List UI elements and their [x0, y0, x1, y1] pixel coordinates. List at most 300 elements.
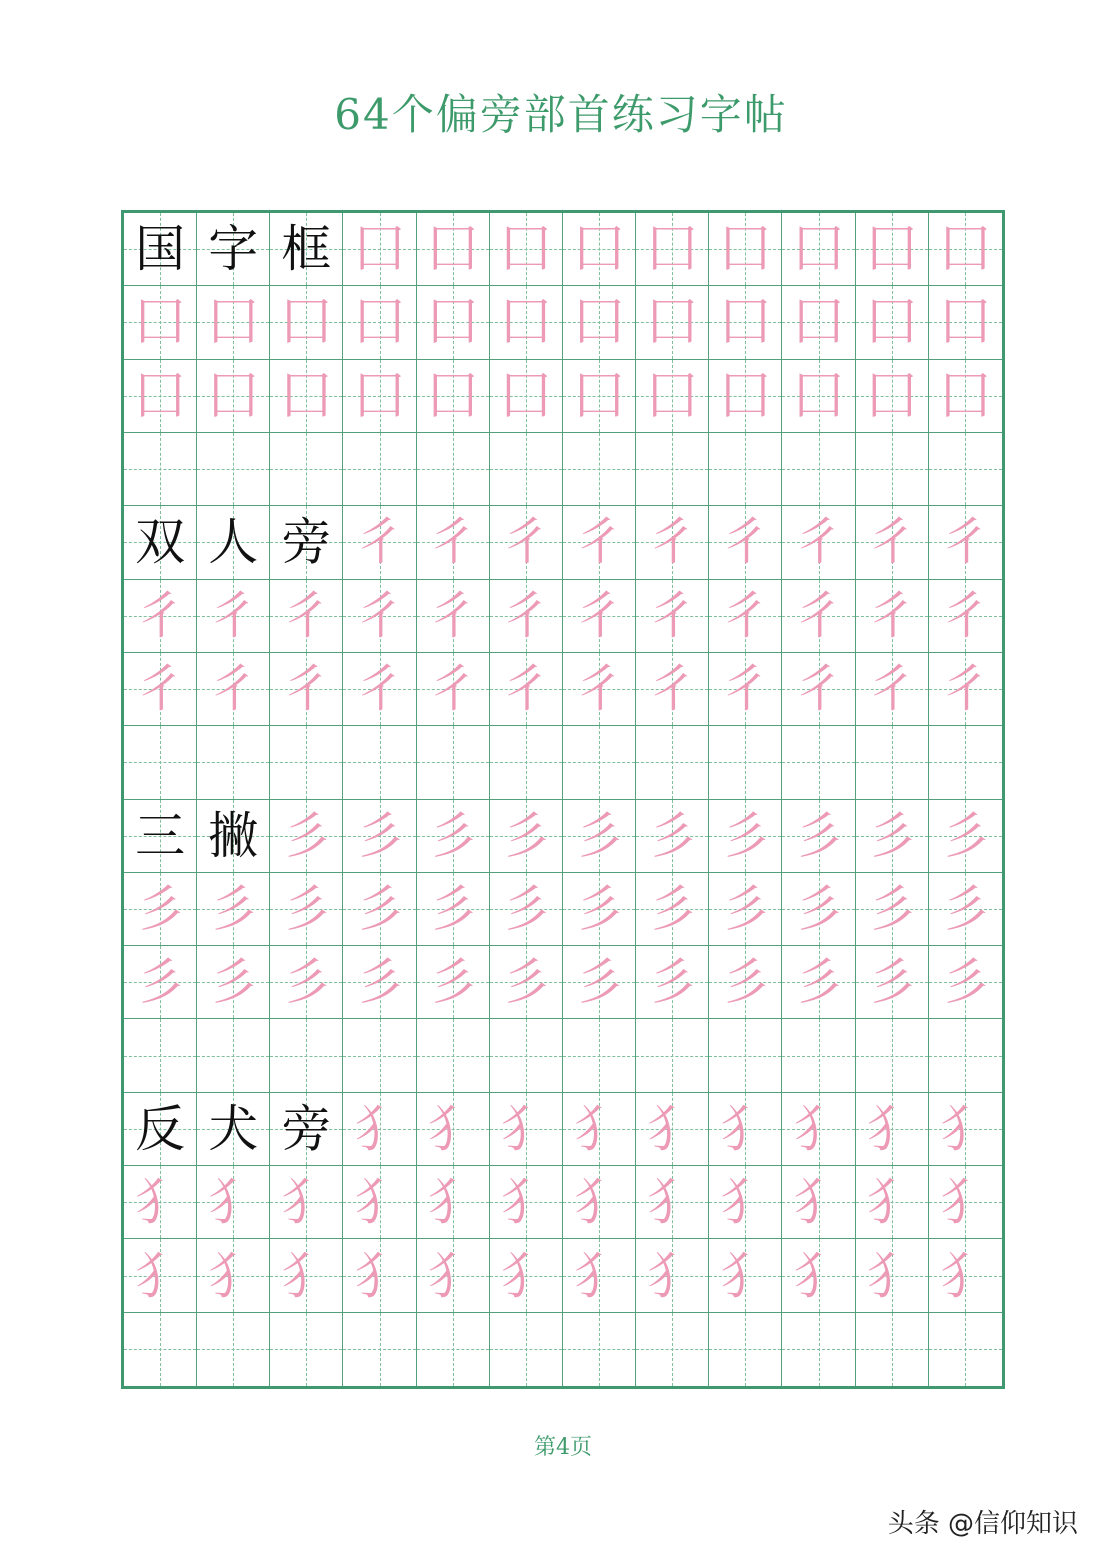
grid-cell: [709, 1239, 782, 1312]
grid-cell: [782, 1313, 855, 1386]
grid-cell: [856, 433, 929, 506]
grid-cell: [197, 506, 270, 579]
grid-cell: [929, 286, 1002, 359]
trace-character: 彳: [354, 513, 405, 572]
grid-cell: [636, 946, 709, 1019]
grid-cell: [417, 1239, 490, 1312]
grid-cell: [417, 506, 490, 579]
trace-character: 彡: [720, 806, 771, 865]
grid-cell: [270, 506, 343, 579]
grid-cell: [709, 800, 782, 873]
grid-cell: [417, 1093, 490, 1166]
grid-cell: [270, 946, 343, 1019]
trace-character: 彳: [281, 586, 332, 645]
grid-cell: [636, 873, 709, 946]
grid-cell: [563, 1166, 636, 1239]
trace-character: 囗: [208, 293, 259, 352]
grid-cell: [270, 433, 343, 506]
grid-cell: [197, 213, 270, 286]
grid-cell: [490, 726, 563, 799]
grid-cell: [709, 580, 782, 653]
trace-character: 犭: [354, 1246, 405, 1305]
trace-character: 犭: [500, 1173, 551, 1232]
trace-character: 彡: [793, 879, 844, 938]
trace-character: 彡: [720, 953, 771, 1012]
grid-cell: [490, 580, 563, 653]
trace-character: 犭: [793, 1246, 844, 1305]
trace-character: 彡: [354, 879, 405, 938]
model-character: 反: [135, 1099, 186, 1158]
model-character: 撇: [208, 806, 259, 865]
grid-cell: [636, 506, 709, 579]
grid-cell: [856, 800, 929, 873]
model-character: 人: [208, 513, 259, 572]
grid-cell: [124, 433, 197, 506]
grid-cell: [124, 580, 197, 653]
trace-character: 囗: [574, 220, 625, 279]
grid-cell: [709, 433, 782, 506]
grid-cell: [124, 1166, 197, 1239]
grid-cell: [124, 286, 197, 359]
grid-cell: [563, 726, 636, 799]
grid-cell: [490, 1313, 563, 1386]
grid-cell: [343, 1239, 416, 1312]
trace-character: 彡: [500, 953, 551, 1012]
trace-character: 彡: [574, 879, 625, 938]
grid-cell: [856, 653, 929, 726]
grid-cell: [417, 946, 490, 1019]
grid-cell: [929, 1093, 1002, 1166]
grid-cell: [417, 1019, 490, 1092]
grid-cell: [343, 946, 416, 1019]
trace-character: 囗: [793, 293, 844, 352]
trace-character: 犭: [135, 1173, 186, 1232]
grid-cell: [417, 800, 490, 873]
trace-character: 彡: [866, 806, 917, 865]
grid-cell: [563, 506, 636, 579]
grid-cell: [197, 946, 270, 1019]
grid-cell: [782, 653, 855, 726]
trace-character: 彡: [940, 806, 991, 865]
trace-character: 囗: [647, 220, 698, 279]
grid-cell: [856, 1166, 929, 1239]
grid-cell: [856, 1313, 929, 1386]
grid-cell: [343, 433, 416, 506]
grid-cell: [563, 580, 636, 653]
trace-character: 犭: [500, 1099, 551, 1158]
grid-cell: [124, 506, 197, 579]
grid-cell: [636, 800, 709, 873]
grid-cell: [417, 726, 490, 799]
trace-character: 彡: [647, 953, 698, 1012]
trace-character: 彳: [866, 586, 917, 645]
grid-cell: [709, 506, 782, 579]
grid-cell: [856, 1239, 929, 1312]
trace-character: 彳: [720, 586, 771, 645]
grid-cell: [124, 213, 197, 286]
grid-cell: [124, 946, 197, 1019]
trace-character: 囗: [647, 293, 698, 352]
trace-character: 犭: [720, 1246, 771, 1305]
grid-cell: [929, 1239, 1002, 1312]
grid-cell: [343, 213, 416, 286]
grid-cell: [343, 580, 416, 653]
grid-cell: [709, 213, 782, 286]
trace-character: 彡: [281, 879, 332, 938]
trace-character: 彳: [135, 586, 186, 645]
grid-cell: [197, 653, 270, 726]
grid-cell: [270, 213, 343, 286]
grid-cell: [709, 726, 782, 799]
grid-cell: [709, 1093, 782, 1166]
trace-character: 彳: [208, 660, 259, 719]
grid-cell: [782, 360, 855, 433]
trace-character: 犭: [574, 1246, 625, 1305]
grid-cell: [709, 1166, 782, 1239]
grid-cell: [709, 1019, 782, 1092]
grid-cell: [563, 1239, 636, 1312]
trace-character: 犭: [720, 1099, 771, 1158]
grid-cell: [197, 800, 270, 873]
grid-cell: [490, 433, 563, 506]
grid-cell: [124, 873, 197, 946]
trace-character: 囗: [208, 366, 259, 425]
trace-character: 彡: [427, 879, 478, 938]
trace-character: 彳: [866, 660, 917, 719]
trace-character: 囗: [574, 366, 625, 425]
trace-character: 彳: [647, 513, 698, 572]
grid-cell: [782, 1239, 855, 1312]
grid-cell: [856, 213, 929, 286]
grid-cell: [782, 433, 855, 506]
grid-cell: [270, 580, 343, 653]
trace-character: 彳: [574, 586, 625, 645]
grid-cell: [856, 580, 929, 653]
trace-character: 囗: [500, 366, 551, 425]
grid-cell: [782, 1093, 855, 1166]
trace-character: 彳: [574, 513, 625, 572]
trace-character: 犭: [500, 1246, 551, 1305]
trace-character: 囗: [940, 220, 991, 279]
trace-character: 犭: [793, 1099, 844, 1158]
grid-cell: [490, 286, 563, 359]
trace-character: 犭: [427, 1246, 478, 1305]
grid-cell: [709, 653, 782, 726]
trace-character: 彡: [793, 806, 844, 865]
grid-cell: [197, 1313, 270, 1386]
grid-cell: [929, 800, 1002, 873]
model-character: 三: [135, 806, 186, 865]
grid-cell: [709, 286, 782, 359]
grid-cell: [782, 873, 855, 946]
trace-character: 彳: [940, 586, 991, 645]
trace-character: 犭: [208, 1246, 259, 1305]
trace-character: 囗: [135, 366, 186, 425]
trace-character: 犭: [354, 1173, 405, 1232]
trace-character: 犭: [574, 1099, 625, 1158]
trace-character: 囗: [500, 220, 551, 279]
trace-character: 犭: [135, 1246, 186, 1305]
grid-cell: [124, 1019, 197, 1092]
grid-cell: [709, 946, 782, 1019]
trace-character: 囗: [866, 293, 917, 352]
grid-cell: [197, 580, 270, 653]
grid-cell: [782, 946, 855, 1019]
grid-cell: [782, 726, 855, 799]
trace-character: 犭: [647, 1099, 698, 1158]
grid-cell: [490, 873, 563, 946]
grid-cell: [197, 1166, 270, 1239]
grid-cell: [197, 433, 270, 506]
trace-character: 犭: [281, 1173, 332, 1232]
trace-character: 彳: [427, 513, 478, 572]
grid-cell: [343, 1093, 416, 1166]
grid-cell: [124, 653, 197, 726]
grid-cell: [782, 1166, 855, 1239]
trace-character: 彡: [574, 953, 625, 1012]
model-character: 双: [135, 513, 186, 572]
trace-character: 彳: [500, 660, 551, 719]
grid-cell: [709, 360, 782, 433]
trace-character: 彳: [500, 586, 551, 645]
grid-cell: [490, 653, 563, 726]
trace-character: 彡: [135, 953, 186, 1012]
trace-character: 彳: [427, 660, 478, 719]
trace-character: 犭: [940, 1246, 991, 1305]
grid-cell: [270, 286, 343, 359]
grid-cell: [856, 1019, 929, 1092]
trace-character: 彳: [281, 660, 332, 719]
grid-cell: [197, 1093, 270, 1166]
grid-cell: [563, 653, 636, 726]
grid-cell: [490, 360, 563, 433]
grid-cell: [636, 433, 709, 506]
grid-cell: [563, 946, 636, 1019]
grid-cell: [417, 873, 490, 946]
grid-cell: [270, 1239, 343, 1312]
grid-cell: [782, 506, 855, 579]
grid-cell: [563, 433, 636, 506]
watermark: 头条 @信仰知识: [887, 1509, 1078, 1539]
trace-character: 彳: [500, 513, 551, 572]
grid-cell: [270, 653, 343, 726]
grid-cell: [929, 580, 1002, 653]
trace-character: 囗: [720, 293, 771, 352]
trace-character: 彳: [574, 660, 625, 719]
trace-character: 囗: [940, 293, 991, 352]
grid-cell: [343, 1019, 416, 1092]
grid-cell: [343, 360, 416, 433]
grid-cell: [929, 433, 1002, 506]
trace-character: 彡: [208, 953, 259, 1012]
trace-character: 彡: [940, 953, 991, 1012]
trace-character: 囗: [427, 366, 478, 425]
trace-character: 彳: [647, 586, 698, 645]
grid-cell: [856, 1093, 929, 1166]
model-character: 国: [135, 220, 186, 279]
trace-character: 囗: [427, 293, 478, 352]
grid-cell: [636, 580, 709, 653]
grid-cell: [636, 286, 709, 359]
trace-character: 囗: [354, 220, 405, 279]
trace-character: 犭: [793, 1173, 844, 1232]
trace-character: 彳: [208, 586, 259, 645]
trace-character: 囗: [866, 220, 917, 279]
grid-cell: [929, 360, 1002, 433]
page-title: 64个偏旁部首练习字帖: [334, 90, 788, 139]
trace-character: 犭: [647, 1173, 698, 1232]
grid-cell: [563, 1313, 636, 1386]
grid-cell: [636, 1166, 709, 1239]
grid-cell: [929, 1166, 1002, 1239]
trace-character: 彳: [793, 513, 844, 572]
grid-cell: [563, 1019, 636, 1092]
trace-character: 囗: [940, 366, 991, 425]
grid-cell: [929, 506, 1002, 579]
grid-cell: [490, 506, 563, 579]
grid-cell: [929, 726, 1002, 799]
trace-character: 彡: [500, 879, 551, 938]
trace-character: 彡: [135, 879, 186, 938]
trace-character: 囗: [135, 293, 186, 352]
trace-character: 犭: [427, 1173, 478, 1232]
grid-cell: [782, 1019, 855, 1092]
trace-character: 犭: [354, 1099, 405, 1158]
trace-character: 彡: [281, 953, 332, 1012]
trace-character: 彡: [940, 879, 991, 938]
trace-character: 彡: [427, 806, 478, 865]
grid-cell: [124, 800, 197, 873]
model-character: 犬: [208, 1099, 259, 1158]
grid-cell: [636, 1313, 709, 1386]
trace-character: 彡: [500, 806, 551, 865]
grid-cell: [197, 1019, 270, 1092]
grid-cell: [124, 1093, 197, 1166]
trace-character: 彳: [793, 660, 844, 719]
grid-cell: [197, 286, 270, 359]
grid-cell: [197, 726, 270, 799]
grid-cell: [782, 286, 855, 359]
grid-cell: [417, 1313, 490, 1386]
grid-cell: [856, 360, 929, 433]
trace-character: 囗: [793, 366, 844, 425]
grid-cell: [270, 1313, 343, 1386]
grid-cell: [563, 873, 636, 946]
grid-cell: [490, 800, 563, 873]
grid-cell: [856, 873, 929, 946]
grid-cell: [856, 286, 929, 359]
grid-cell: [270, 360, 343, 433]
grid-cell: [417, 1166, 490, 1239]
grid-cell: [417, 580, 490, 653]
grid-cell: [929, 873, 1002, 946]
grid-cell: [124, 360, 197, 433]
trace-character: 彳: [427, 586, 478, 645]
grid-cell: [636, 1093, 709, 1166]
grid-cell: [782, 800, 855, 873]
trace-character: 犭: [866, 1246, 917, 1305]
grid-cell: [636, 1239, 709, 1312]
grid-cell: [124, 1239, 197, 1312]
grid-cell: [929, 213, 1002, 286]
grid-cell: [124, 1313, 197, 1386]
grid-cell: [343, 1166, 416, 1239]
grid-cell: [636, 213, 709, 286]
grid-cell: [490, 1093, 563, 1166]
grid-cell: [197, 360, 270, 433]
trace-character: 囗: [427, 220, 478, 279]
trace-character: 彡: [720, 879, 771, 938]
grid-cell: [197, 873, 270, 946]
grid-cell: [636, 360, 709, 433]
grid-cell: [343, 726, 416, 799]
trace-character: 囗: [720, 366, 771, 425]
trace-character: 囗: [281, 366, 332, 425]
grid-cell: [417, 653, 490, 726]
grid-cell: [417, 433, 490, 506]
grid-cell: [343, 286, 416, 359]
trace-character: 犭: [866, 1099, 917, 1158]
trace-character: 犭: [281, 1246, 332, 1305]
trace-character: 囗: [500, 293, 551, 352]
trace-character: 囗: [720, 220, 771, 279]
trace-character: 彡: [427, 953, 478, 1012]
grid-cell: [343, 506, 416, 579]
trace-character: 囗: [793, 220, 844, 279]
page-number: 第4页: [534, 1435, 592, 1460]
grid-cell: [343, 653, 416, 726]
grid-cell: [197, 1239, 270, 1312]
model-character: 旁: [281, 1099, 332, 1158]
trace-character: 彳: [354, 586, 405, 645]
trace-character: 犭: [940, 1099, 991, 1158]
grid-cell: [929, 1019, 1002, 1092]
grid-cell: [563, 1093, 636, 1166]
grid-cell: [636, 726, 709, 799]
trace-character: 彡: [208, 879, 259, 938]
trace-character: 彳: [720, 513, 771, 572]
trace-character: 彡: [354, 806, 405, 865]
grid-cell: [490, 946, 563, 1019]
trace-character: 犭: [647, 1246, 698, 1305]
trace-character: 囗: [866, 366, 917, 425]
grid-cell: [709, 1313, 782, 1386]
trace-character: 彳: [720, 660, 771, 719]
trace-character: 犭: [574, 1173, 625, 1232]
trace-character: 彡: [574, 806, 625, 865]
grid-cell: [563, 213, 636, 286]
grid-cell: [270, 1166, 343, 1239]
trace-character: 彡: [866, 879, 917, 938]
grid-cell: [343, 800, 416, 873]
trace-character: 彡: [866, 953, 917, 1012]
grid-cell: [856, 946, 929, 1019]
trace-character: 彳: [940, 660, 991, 719]
trace-character: 犭: [208, 1173, 259, 1232]
model-character: 字: [208, 220, 259, 279]
grid-cell: [270, 726, 343, 799]
grid-cell: [490, 213, 563, 286]
trace-character: 犭: [427, 1099, 478, 1158]
grid-cell: [490, 1166, 563, 1239]
grid-cell: [124, 726, 197, 799]
trace-character: 彡: [647, 879, 698, 938]
trace-character: 彳: [793, 586, 844, 645]
trace-character: 彡: [281, 806, 332, 865]
trace-character: 囗: [574, 293, 625, 352]
trace-character: 囗: [647, 366, 698, 425]
grid-cell: [782, 213, 855, 286]
